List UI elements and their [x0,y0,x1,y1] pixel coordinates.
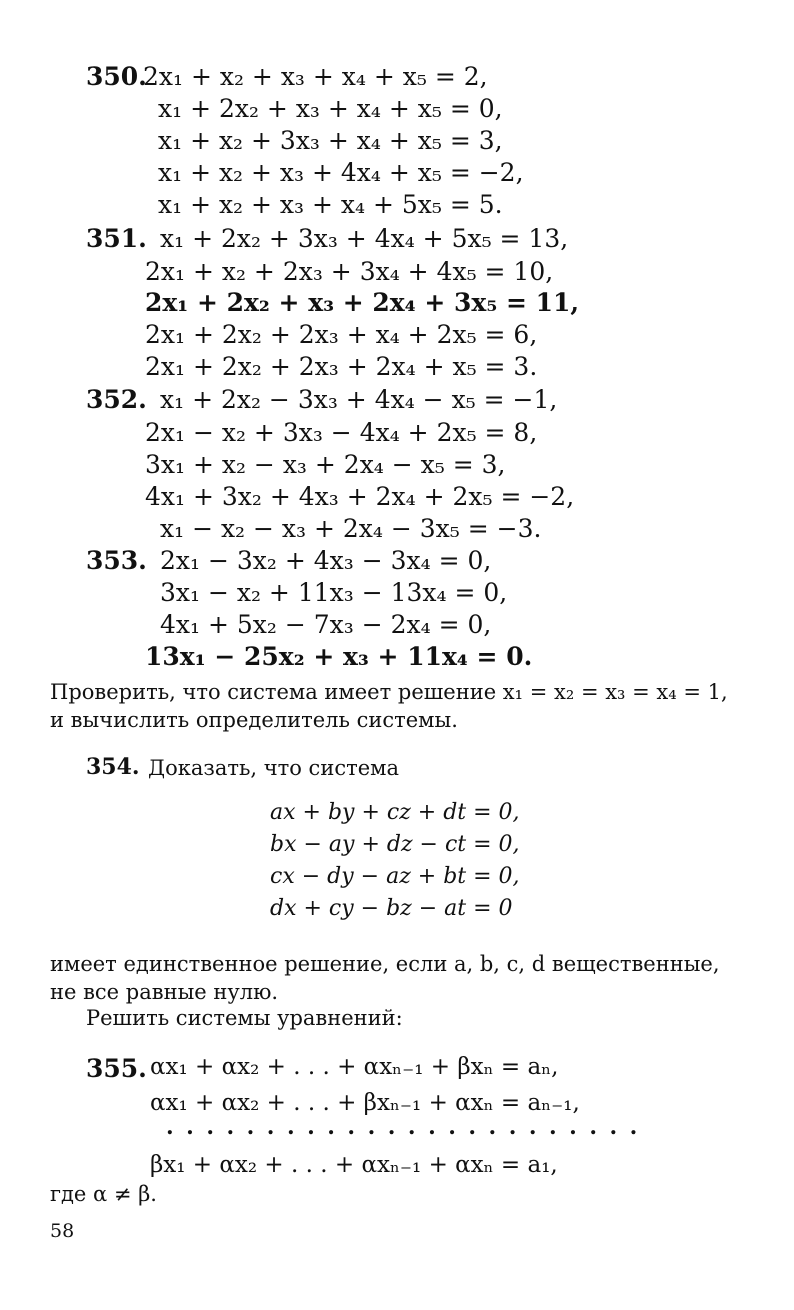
problem-355-equation-2: αx₁ + αx₂ + . . . + βxₙ₋₁ + αxₙ = aₙ₋₁, [150,1090,580,1116]
problem-354-equation-2: bx − ay + dz − ct = 0, [270,832,520,857]
problem-355-equation-1: αx₁ + αx₂ + . . . + αxₙ₋₁ + βxₙ = aₙ, [150,1054,559,1080]
problem-352-equation-1: x₁ + 2x₂ − 3x₃ + 4x₄ − x₅ = −1, [160,385,558,414]
problem-353-equation-2: 3x₁ − x₂ + 11x₃ − 13x₄ = 0, [160,578,508,607]
problem-350-equation-4: x₁ + x₂ + x₃ + 4x₄ + x₅ = −2, [158,158,524,187]
problem-351-equation-4: 2x₁ + 2x₂ + 2x₃ + x₄ + 2x₅ = 6, [145,320,538,349]
problem-354-text-line-1: имеет единственное решение, если a, b, c, d вещественные, [50,952,720,976]
problem-353-number: 353. [86,546,147,575]
problem-354-equation-1: ax + by + cz + dt = 0, [270,800,520,825]
problem-353-equation-1: 2x₁ − 3x₂ + 4x₃ − 3x₄ = 0, [160,546,492,575]
problem-355-ellipsis-row: ........................ [166,1114,650,1140]
problem-352-equation-2: 2x₁ − x₂ + 3x₃ − 4x₄ + 2x₅ = 8, [145,418,538,447]
problem-352-equation-4: 4x₁ + 3x₂ + 4x₃ + 2x₄ + 2x₅ = −2, [145,482,575,511]
problem-353-equation-4: 13x₁ − 25x₂ + x₃ + 11x₄ = 0. [145,642,533,671]
problem-350-equation-3: x₁ + x₂ + 3x₃ + x₄ + x₅ = 3, [158,126,503,155]
problem-353-text-line-2: и вычислить определитель системы. [50,708,458,732]
problem-352-number: 352. [86,385,147,414]
problem-351-number: 351. [86,224,147,253]
problem-350-equation-2: x₁ + 2x₂ + x₃ + x₄ + x₅ = 0, [158,94,503,123]
problem-353-text-line-1: Проверить, что система имеет решение x₁ = x₂ = x₃ = x₄ = 1, [50,680,728,704]
problem-355-number: 355. [86,1054,147,1083]
problem-351-equation-2: 2x₁ + x₂ + 2x₃ + 3x₄ + 4x₅ = 10, [145,257,554,286]
problem-354-intro: Доказать, что система [148,756,399,780]
problem-355-condition: где α ≠ β. [50,1182,157,1206]
problem-350-equation-1: 2x₁ + x₂ + x₃ + x₄ + x₅ = 2, [143,62,488,91]
problem-353-equation-3: 4x₁ + 5x₂ − 7x₃ − 2x₄ = 0, [160,610,492,639]
problem-355-equation-last: βx₁ + αx₂ + . . . + αxₙ₋₁ + αxₙ = a₁, [150,1152,558,1178]
problem-351-equation-3: 2x₁ + 2x₂ + x₃ + 2x₄ + 3x₅ = 11, [145,288,580,317]
problem-351-equation-5: 2x₁ + 2x₂ + 2x₃ + 2x₄ + x₅ = 3. [145,352,538,381]
problem-354-text-line-2: не все равные нулю. [50,980,279,1004]
section-heading: Решить системы уравнений: [86,1006,403,1030]
problem-354-equation-4: dx + cy − bz − at = 0 [270,896,513,921]
problem-354-number: 354. [86,754,140,780]
problem-350-equation-5: x₁ + x₂ + x₃ + x₄ + 5x₅ = 5. [158,190,503,219]
problem-352-equation-5: x₁ − x₂ − x₃ + 2x₄ − 3x₅ = −3. [160,514,542,543]
problem-352-equation-3: 3x₁ + x₂ − x₃ + 2x₄ − x₅ = 3, [145,450,506,479]
problem-351-equation-1: x₁ + 2x₂ + 3x₃ + 4x₄ + 5x₅ = 13, [160,224,569,253]
page-number: 58 [50,1220,75,1242]
problem-354-equation-3: cx − dy − az + bt = 0, [270,864,520,889]
problem-350-number: 350. [86,62,147,91]
